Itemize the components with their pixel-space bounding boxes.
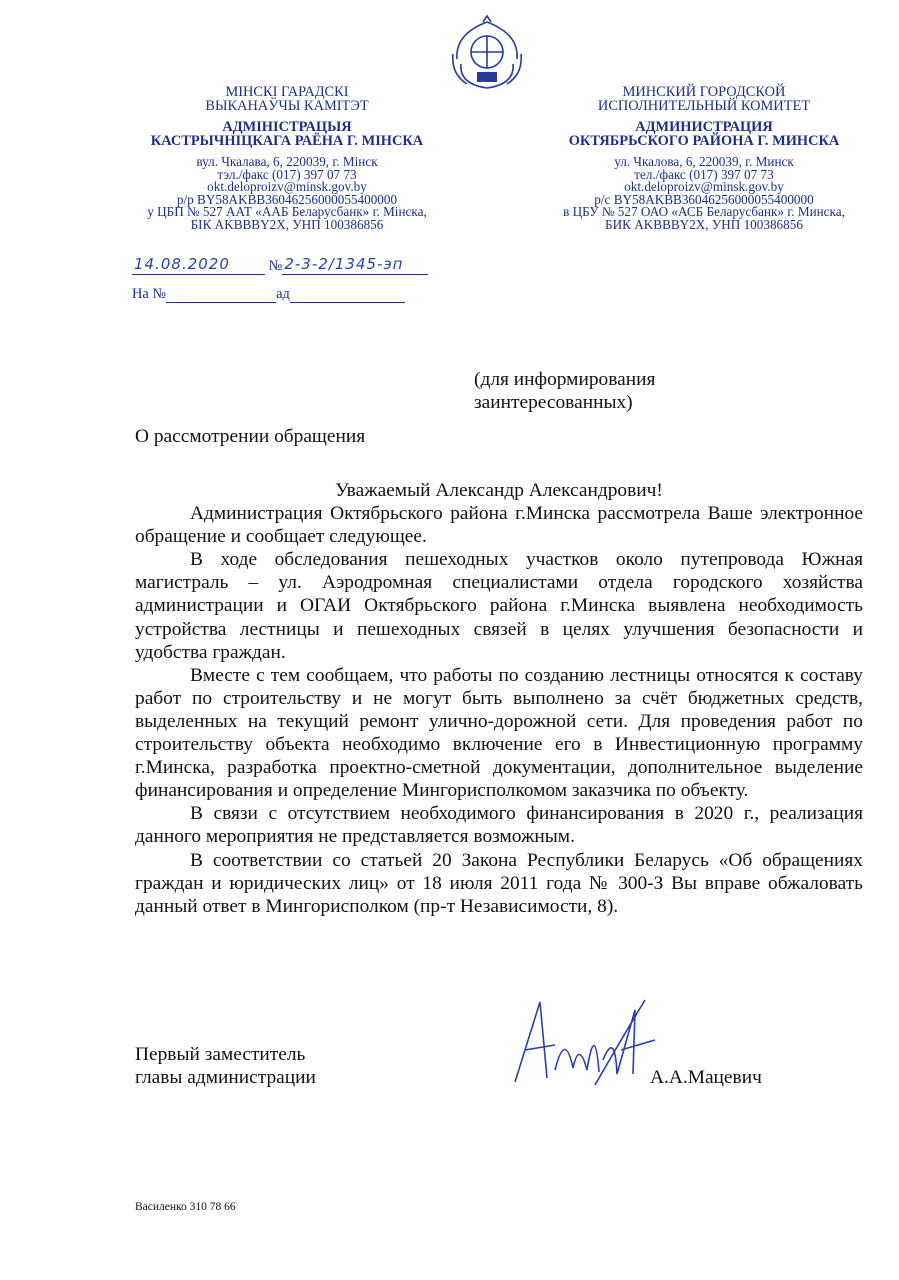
admin-line: АДМИНИСТРАЦИЯ [635, 119, 773, 135]
number-label: № [268, 258, 283, 274]
account-line: р/р BY58AKBB36046256000055400000 [176, 191, 398, 207]
bic-line: БИК AKBBBY2X, УНП 100386856 [605, 216, 803, 232]
paragraph: В связи с отсутствием необходимого финансирования в 2020 г., реализация данного мероприятия не представляется возможным. [135, 803, 863, 848]
letterhead-belarusian [117, 86, 457, 232]
admin-line: ОКТЯБРЬСКОГО РАЙОНА Г. МИНСКА [568, 132, 840, 149]
registration-line [132, 255, 428, 275]
signatory-name: А.А.Мацевич [650, 1067, 762, 1088]
phone-line: тэл./факс (017) 397 07 73 [217, 166, 357, 182]
ref-from-label: ад [276, 286, 290, 302]
greeting: Уважаемый Александр Александрович! [335, 480, 663, 501]
letter-body [135, 480, 863, 918]
signatory-position [135, 1043, 316, 1089]
paragraph: Вместе с тем сообщаем, что работы по созданию лестницы относятся к составу работ по строительству и не могут быть выполнено за счёт бюджетных средств, выделенных на текущий ремонт улично-дорожной сети. Для проведения работ по строительству объекта необходимо включение его в Инвестиционную программу г.Минска, разработка проектно-сметной документации, дополнительное выделение финансирования и определение Мингорисполкомом заказчика по объекту. [135, 664, 863, 802]
org-line: МІНСКІ ГАРАДСКІ [225, 84, 349, 100]
bank-line: у ЦБП № 527 ААТ «ААБ Беларусбанк» г. Мінска, [147, 204, 427, 220]
org-line: МИНСКИЙ ГОРОДСКОЙ [622, 84, 786, 100]
reference-line [132, 286, 405, 303]
bank-line: в ЦБУ № 527 ОАО «АСБ Беларусбанк» г. Минска, [563, 204, 845, 220]
phone-line: тел./факс (017) 397 07 73 [634, 166, 774, 182]
address-line: вул. Чкалава, 6, 220039, г. Мінск [196, 154, 378, 169]
position-line: Первый заместитель [135, 1044, 306, 1065]
document-date: 14.08.2020 [134, 255, 230, 273]
executor-footer: Василенко 310 78 66 [135, 1201, 236, 1213]
org-line: ВЫКАНАЎЧЫ КАМІТЭТ [205, 97, 369, 114]
admin-line: АДМІНІСТРАЦЫЯ [222, 119, 352, 135]
document-number: 2-3-2/1345-эп [284, 255, 404, 273]
paragraph: Администрация Октябрьского района г.Минска рассмотрела Ваше электронное обращение и сообщает следующее. [135, 503, 863, 548]
address-line: ул. Чкалова, 6, 220039, г. Минск [614, 154, 794, 169]
state-emblem-icon [447, 14, 527, 92]
account-line: р/с BY58AKBB36046256000055400000 [594, 191, 814, 207]
admin-line: КАСТРЫЧНІЦКАГА РАЁНА Г. МІНСКА [150, 132, 424, 149]
subject: О рассмотрении обращения [135, 426, 366, 447]
paragraph: В соответствии со статьей 20 Закона Республики Беларусь «Об обращениях граждан и юридических лиц» от 18 июля 2011 года № 300-З Вы вправе обжаловать данный ответ в Мингорисполком (пр-т Независимости, 8). [135, 849, 863, 917]
bic-line: БІК AKBBBY2X, УНП 100386856 [190, 216, 384, 232]
email-line: okt.deloproizv@minsk.gov.by [207, 179, 367, 195]
org-line: ИСПОЛНИТЕЛЬНЫЙ КОМИТЕТ [597, 97, 811, 114]
email-line: okt.deloproizv@minsk.gov.by [624, 179, 784, 195]
recipient-line: заинтересованных) [474, 392, 633, 414]
ref-label: На № [132, 286, 167, 302]
paragraph: В ходе обследования пешеходных участков около путепровода Южная магистраль – ул. Аэродромная специалистами отдела городского хозяйства администрации и ОГАИ Октябрьского района г.Минска выявлена необходимость устройства лестницы и пешеходных связей в целях улучшения безопасности и удобства граждан. [135, 549, 863, 663]
letterhead-russian [534, 86, 874, 232]
recipient-line: (для информирования [474, 369, 656, 390]
handwritten-signature [495, 990, 675, 1090]
position-line: главы администрации [135, 1067, 316, 1089]
recipient [474, 368, 655, 414]
